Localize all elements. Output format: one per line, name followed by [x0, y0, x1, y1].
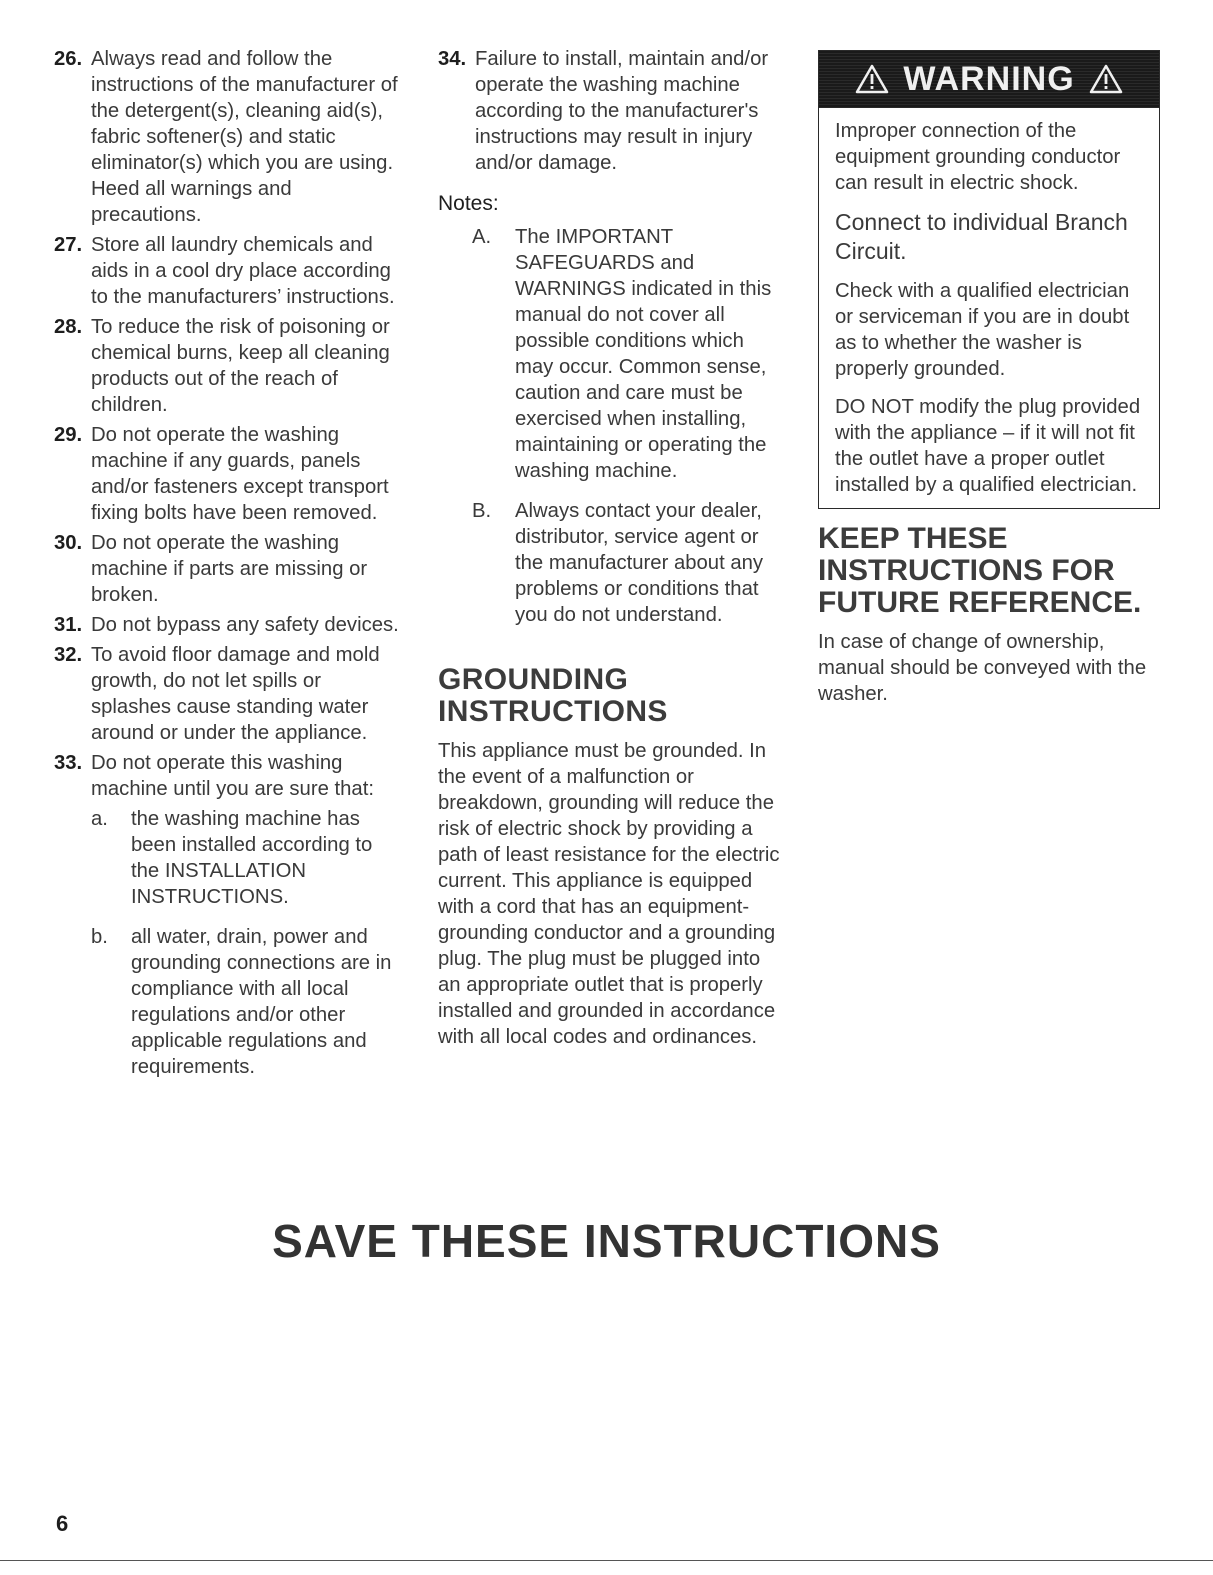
item-number: 29.	[54, 424, 83, 446]
grounding-text: This appliance must be grounded. In the event of a malfunction or breakdown, grounding will reduce the risk of electric shock by providing a path of least resistance for the electric current. This appliance is equipped with a cord that has an equipment-grounding conductor and a grounding plug. The plug must be plugged into an appropriate outlet that is properly installed and grounded in accordance with all local codes and ordinances.	[438, 740, 780, 1048]
list-item	[54, 46, 399, 228]
note-text: Always contact your dealer, distributor, service agent or the manufacturer about any problems or conditions that you do not understand.	[515, 500, 764, 626]
warning-box	[818, 50, 1160, 509]
list-item	[54, 422, 399, 526]
bottom-divider	[0, 1560, 1213, 1561]
sub-list-item	[91, 806, 399, 910]
notes-heading: Notes:	[438, 192, 499, 215]
item-text: Store all laundry chemicals and aids in a cool dry place according to the manufacturers’ instructions.	[91, 234, 395, 308]
list-item	[54, 642, 399, 746]
note-item	[472, 224, 783, 484]
item-number: 30.	[54, 532, 83, 554]
list-item	[438, 46, 783, 176]
note-text: The IMPORTANT SAFEGUARDS and WARNINGS indicated in this manual do not cover all possible conditions which may occur. Common sense, caution and care must be exercised when installing, maintaining or operating the washing machine.	[515, 226, 772, 482]
note-letter: B.	[472, 500, 492, 522]
item-text: Do not operate this washing machine until you are sure that:	[91, 752, 374, 800]
column-2	[438, 46, 783, 1050]
item-text: Do not bypass any safety devices.	[91, 614, 399, 636]
item-text: To avoid floor damage and mold growth, do not let spills or splashes cause standing water around or under the appliance.	[91, 644, 380, 744]
sub-item-letter: a.	[91, 808, 108, 830]
item-number: 33.	[54, 752, 83, 774]
item-number: 28.	[54, 316, 83, 338]
item-number: 31.	[54, 614, 83, 636]
item-number: 34.	[438, 48, 467, 70]
page-number: 6	[56, 1511, 69, 1536]
sub-item-letter: b.	[91, 926, 108, 948]
note-letter: A.	[472, 226, 492, 248]
list-item	[54, 612, 399, 638]
item-text: Failure to install, maintain and/or operate the washing machine according to the manufacturer's instructions may result in injury and/or damage.	[475, 48, 769, 174]
keep-heading: KEEP THESE INSTRUCTIONS FOR FUTURE REFERENCE.	[818, 522, 1142, 619]
item-number: 26.	[54, 48, 83, 70]
warning-triangle-icon	[855, 64, 889, 94]
item-text: Do not operate the washing machine if parts are missing or broken.	[91, 532, 368, 606]
sub-list-item	[91, 924, 399, 1080]
item-text: To reduce the risk of poisoning or chemical burns, keep all cleaning products out of the reach of children.	[91, 316, 390, 416]
item-number: 27.	[54, 234, 83, 256]
list-item	[54, 314, 399, 418]
warning-body	[819, 108, 1159, 508]
warning-paragraph: Connect to individual Branch Circuit.	[835, 209, 1128, 264]
note-item	[472, 498, 783, 628]
column-3	[818, 46, 1162, 707]
list-item	[54, 530, 399, 608]
item-text: Do not operate the washing machine if any guards, panels and/or fasteners except transport fixing bolts have been removed.	[91, 424, 389, 524]
warning-triangle-icon	[1089, 64, 1123, 94]
warning-banner	[819, 50, 1159, 108]
column-1	[54, 46, 399, 1080]
grounding-heading: GROUNDING INSTRUCTIONS	[438, 663, 668, 728]
item-text: Always read and follow the instructions of the manufacturer of the detergent(s), cleaning aid(s), fabric softener(s) and static eliminator(s) which you are using. Heed all warnings and precautions.	[91, 48, 398, 226]
warning-paragraph: Check with a qualified electrician or serviceman if you are in doubt as to whether the washer is properly grounded.	[835, 280, 1130, 380]
item-number: 32.	[54, 644, 83, 666]
save-instructions-heading: SAVE THESE INSTRUCTIONS	[272, 1215, 941, 1267]
warning-paragraph: DO NOT modify the plug provided with the appliance – if it will not fit the outlet have a proper outlet installed by a qualified electrician.	[835, 396, 1141, 496]
list-item	[54, 232, 399, 310]
keep-text: In case of change of ownership, manual should be conveyed with the washer.	[818, 631, 1147, 705]
list-item	[54, 750, 399, 802]
sub-item-text: the washing machine has been installed according to the INSTALLATION INSTRUCTIONS.	[131, 808, 373, 908]
warning-title: WARNING	[903, 59, 1075, 98]
warning-paragraph: Improper connection of the equipment grounding conductor can result in electric shock.	[835, 120, 1121, 194]
sub-item-text: all water, drain, power and grounding connections are in compliance with all local regulations and/or other applicable regulations and requirements.	[131, 926, 392, 1078]
